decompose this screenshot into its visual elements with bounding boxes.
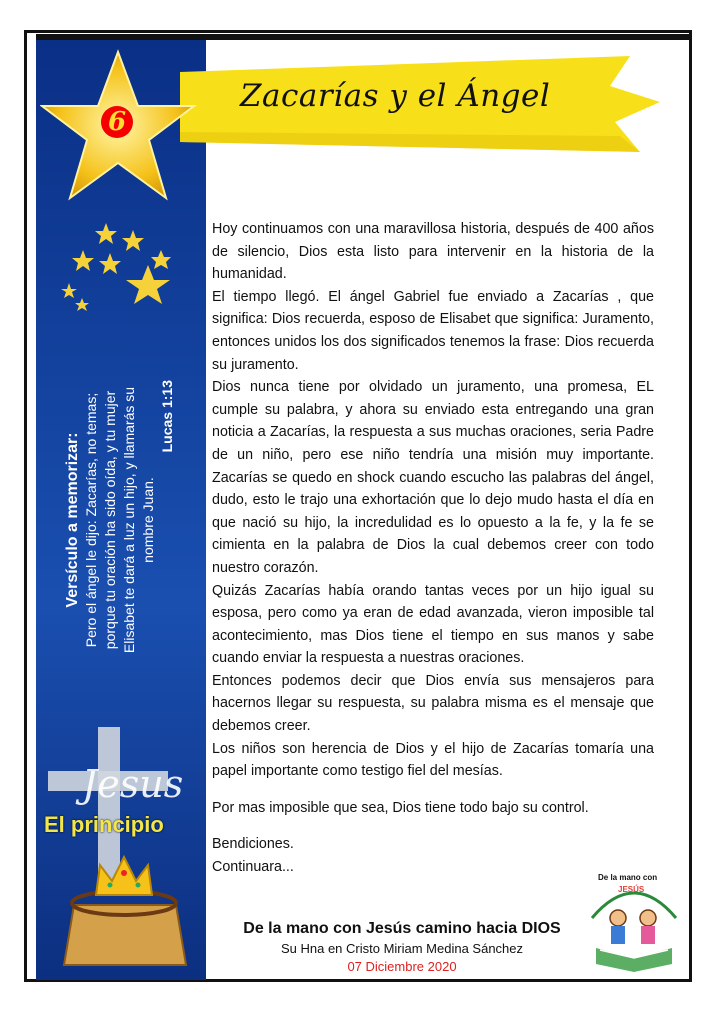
paragraph-2: El tiempo llegó. El ángel Gabriel fue enviado a Zacarías , que significa: Dios recuerda, esposo de Elisabet que significa: Juramento, entonces unidos los dos significados tenemos la frase: Dios recuerda su juramento. xyxy=(212,288,654,373)
verse-reference: Lucas 1:13 xyxy=(159,380,175,453)
page-title: Zacarías y el Ángel xyxy=(240,78,551,114)
jesus-script-text: Jesus xyxy=(82,762,184,806)
small-star-icon xyxy=(99,253,121,274)
paragraph-5: Entonces podemos decir que Dios envía sus mensajeros para hacernos llegar su respuesta, su palabra misma es el mensaje que debemos creer. xyxy=(212,672,654,735)
logo-line1: De la mano con xyxy=(598,873,658,882)
small-star-icon xyxy=(61,283,77,298)
footer-author: Su Hna en Cristo Miriam Medina Sánchez xyxy=(280,941,524,956)
small-star-icon xyxy=(72,250,94,271)
closing-line: Por mas imposible que sea, Dios tiene todo bajo su control. xyxy=(212,799,589,816)
story-body xyxy=(212,218,654,879)
child-girl-icon xyxy=(640,910,656,926)
paragraph-3: Dios nunca tiene por olvidado un juramento, una promesa, EL cumple su palabra, y ahora su enviado esta entregando una gran noticia a Zacarías, la respuesta a sus muchas oraciones, seria Padre de un niño, pero ese niño tendría una misión muy importante. Zacarías se quedo en shock cuando escucho las palabras del ángel, dudo, esto le trajo una exhortación que lo dejo mudo hasta el día en que nació su hijo, la incredulidad es lo opuesto a la fe, y la fe se cimienta en la palabra de Dios la cual debemos creer con todo nuestro corazón. xyxy=(212,379,654,576)
sign-off-continue: Continuara... xyxy=(212,859,294,876)
paragraph-4: Quizás Zacarías había orando tantas veces por un hijo igual su esposa, pero como ya eran de edad avanzada, vieron imposible tal acontecimiento, mas Dios tiene el tiempo en sus manos y sabe cuando enviar la respuesta a nuestras oraciones. xyxy=(212,582,654,667)
logo-line2: JESÚS xyxy=(618,885,645,894)
large-star-icon xyxy=(126,265,170,304)
memory-verse xyxy=(55,380,185,660)
paragraph-6: Los niños son herencia de Dios y el hijo de Zacarías tomaría una papel importante como testigo fiel del mesías. xyxy=(212,740,654,780)
verse-heading: Versículo a memorizar: xyxy=(64,432,81,608)
footer xyxy=(212,918,592,976)
lesson-number: 6 xyxy=(101,106,133,138)
small-star-icon xyxy=(122,230,144,251)
paragraph-1: Hoy continuamos con una maravillosa historia, después de 400 años de silencio, Dios esta listo para intervenir en la historia de la humanidad. xyxy=(212,221,654,283)
cross-vertical xyxy=(98,727,120,887)
el-principio-label: El principio xyxy=(44,812,164,837)
small-star-icon xyxy=(151,250,171,269)
footer-date: 07 Diciembre 2020 xyxy=(347,959,457,974)
footer-title: De la mano con Jesús camino hacia DIOS xyxy=(243,920,561,937)
small-star-icon xyxy=(75,298,89,311)
child-boy-icon xyxy=(610,910,626,926)
verse-text: Pero el ángel le dijo: Zacarías, no temas; porque tu oración ha sido oída, y tu mujer Elisabet te dará a luz un hijo, y llamarás su nombre Juan. xyxy=(83,386,156,654)
ministry-logo xyxy=(584,858,684,978)
sign-off-blessings: Bendiciones. xyxy=(212,836,294,853)
small-star-icon xyxy=(95,223,117,244)
